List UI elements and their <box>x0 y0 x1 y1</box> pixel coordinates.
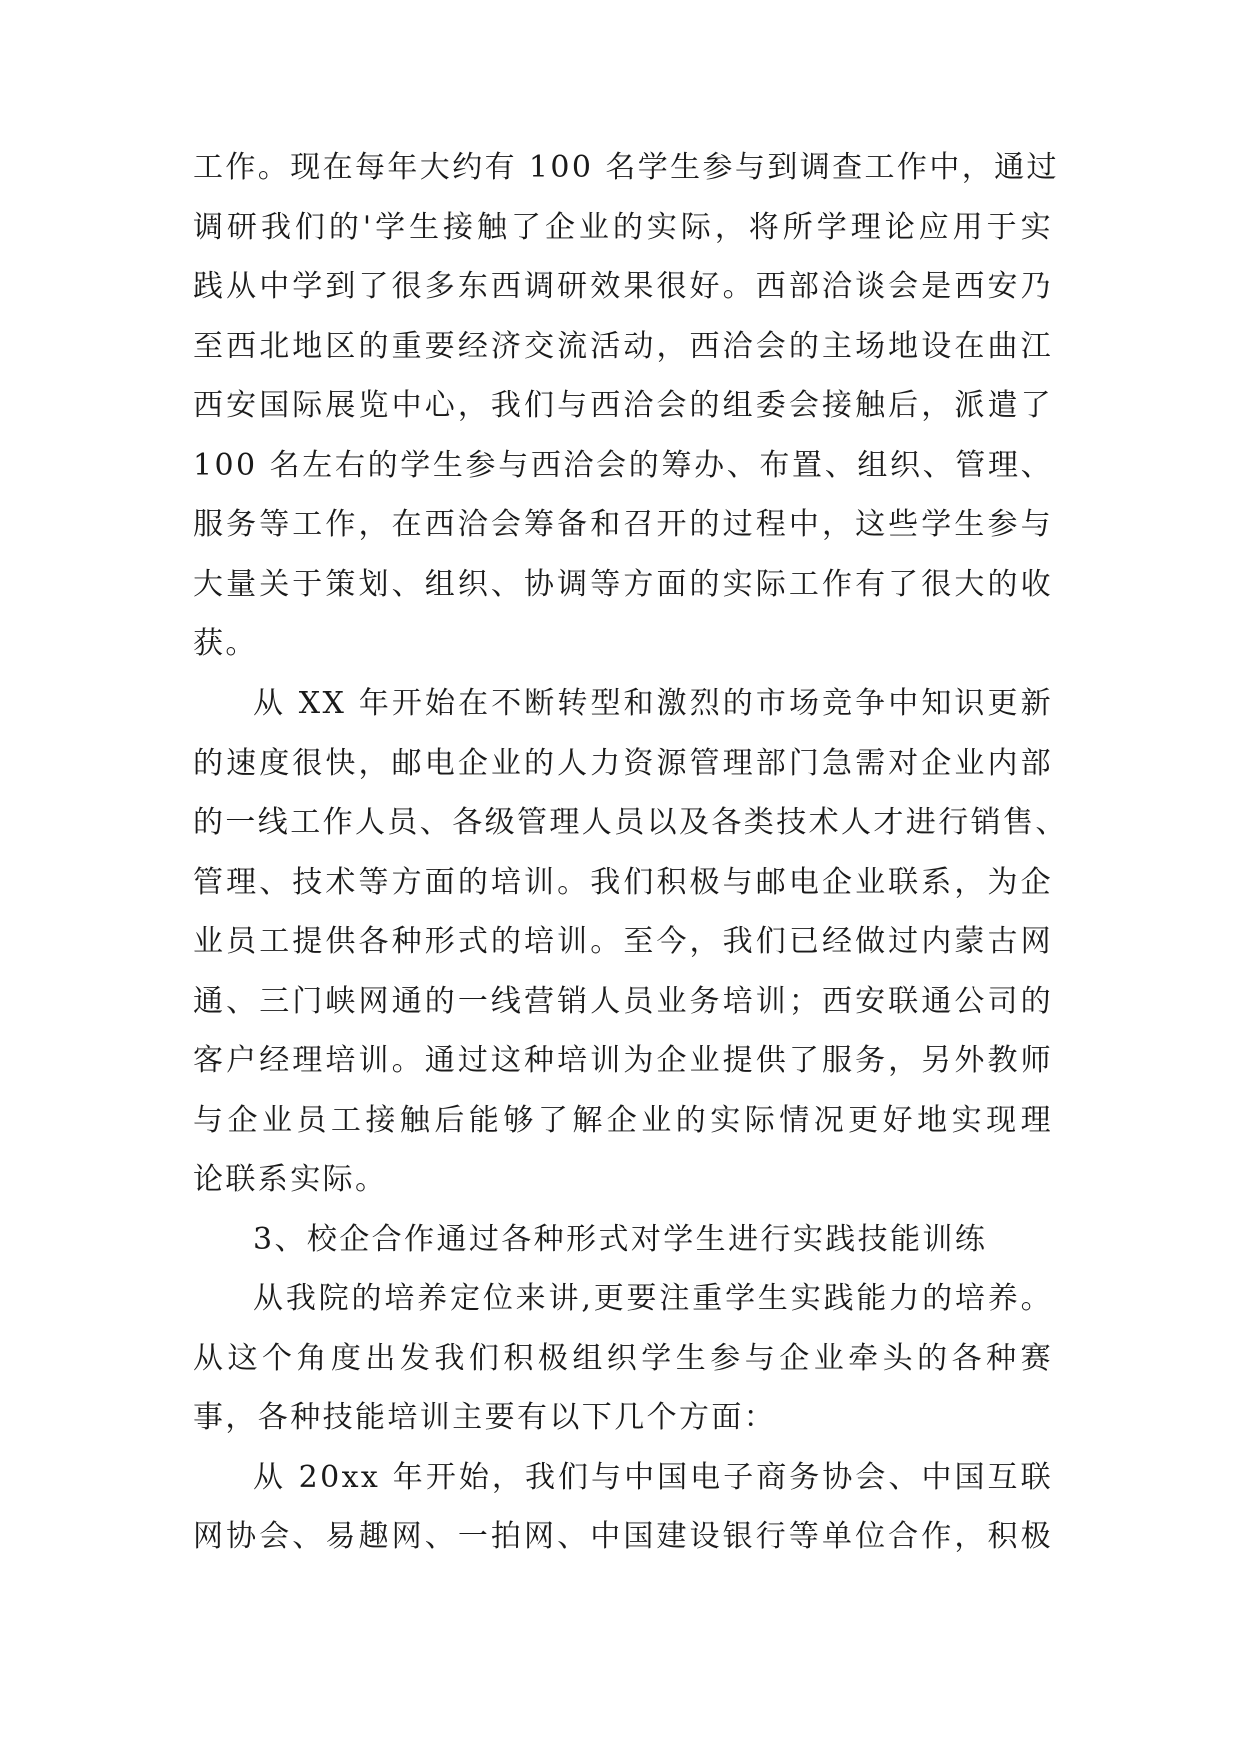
body-text-line: 业员工提供各种形式的培训。至今，我们已经做过内蒙古网 <box>193 924 1053 959</box>
body-text-line: 大量关于策划、组织、协调等方面的实际工作有了很大的收 <box>193 567 1053 602</box>
body-text-line: 工作。现在每年大约有 100 名学生参与到调查工作中，通过 <box>193 150 1059 185</box>
body-text-line: 调研我们的'学生接触了企业的实际，将所学理论应用于实 <box>193 210 1053 245</box>
body-text-line: 从这个角度出发我们积极组织学生参与企业牵头的各种赛 <box>193 1341 1053 1376</box>
body-text-line: 通、三门峡网通的一线营销人员业务培训；西安联通公司的 <box>193 984 1053 1019</box>
body-text-line: 西安国际展览中心，我们与西洽会的组委会接触后，派遣了 <box>193 388 1053 423</box>
body-text-line: 事，各种技能培训主要有以下几个方面： <box>193 1400 777 1435</box>
paragraph-first-line: 从我院的培养定位来讲,更要注重学生实践能力的培养。 <box>253 1281 1053 1316</box>
body-text-line: 服务等工作，在西洽会筹备和召开的过程中，这些学生参与 <box>193 507 1053 542</box>
section-heading: 3、校企合作通过各种形式对学生进行实践技能训练 <box>253 1222 988 1257</box>
body-text-line: 至西北地区的重要经济交流活动，西洽会的主场地设在曲江 <box>193 329 1053 364</box>
body-text-line: 100 名左右的学生参与西洽会的筹办、布置、组织、管理、 <box>193 448 1053 483</box>
body-text-line: 网协会、易趣网、一拍网、中国建设银行等单位合作，积极 <box>193 1519 1053 1554</box>
body-text-line: 获。 <box>193 626 258 661</box>
body-text-line: 客户经理培训。通过这种培训为企业提供了服务，另外教师 <box>193 1043 1053 1078</box>
body-text-line: 的速度很快，邮电企业的人力资源管理部门急需对企业内部 <box>193 746 1053 781</box>
body-text-line: 的一线工作人员、各级管理人员以及各类技术人才进行销售、 <box>193 805 1068 840</box>
body-text-line: 管理、技术等方面的培训。我们积极与邮电企业联系，为企 <box>193 865 1053 900</box>
body-text-line: 践从中学到了很多东西调研效果很好。西部洽谈会是西安乃 <box>193 269 1053 304</box>
body-text-line: 与企业员工接触后能够了解企业的实际情况更好地实现理 <box>193 1103 1053 1138</box>
paragraph-first-line: 从 XX 年开始在不断转型和激烈的市场竞争中知识更新 <box>253 686 1053 721</box>
body-text-line: 论联系实际。 <box>193 1162 388 1197</box>
paragraph-first-line: 从 20xx 年开始，我们与中国电子商务协会、中国互联 <box>253 1460 1053 1495</box>
